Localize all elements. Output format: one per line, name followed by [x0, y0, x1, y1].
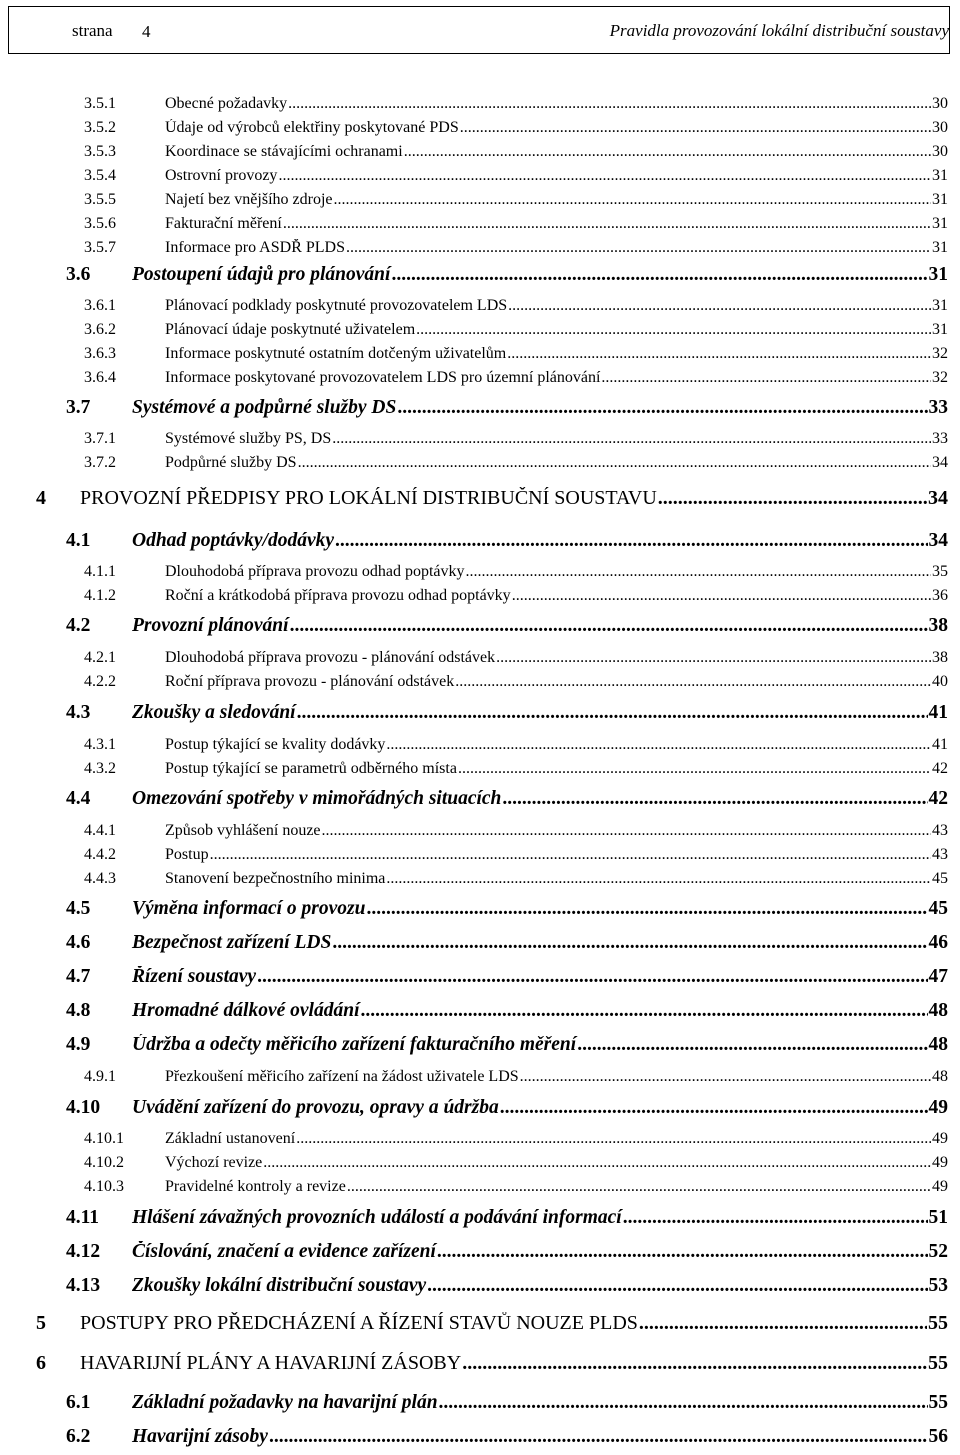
toc-entry-title: PROVOZNÍ PŘEDPISY PRO LOKÁLNÍ DISTRIBUČNÍ SOUSTAVU: [80, 487, 657, 509]
toc-leader-dots: [577, 1034, 927, 1056]
toc-leader-dots: [386, 736, 931, 754]
toc-entry-page: 51: [928, 1207, 948, 1228]
toc-entry-number: 3.5.1: [84, 95, 116, 112]
toc-entry-number: 3.6.1: [84, 297, 116, 314]
toc-entry-title: Postoupení údajů pro plánování: [132, 264, 391, 285]
toc-entry[interactable]: [84, 239, 948, 257]
toc-entry[interactable]: [84, 822, 948, 840]
toc-entry-title: Hlášení závažných provozních událostí a podávání informací: [132, 1207, 622, 1228]
toc-leader-dots: [290, 615, 928, 637]
toc-entry-title: Pravidelné kontroly a revize: [165, 1178, 346, 1195]
toc-entry-page: 36: [932, 587, 948, 604]
toc-entry-number: 4.2.2: [84, 673, 116, 690]
toc-entry[interactable]: [66, 966, 948, 988]
toc-entry-page: 42: [928, 788, 948, 809]
toc-entry-number: 4.13: [66, 1275, 101, 1296]
toc-leader-dots: [397, 397, 927, 419]
toc-entry-title: Uvádění zařízení do provozu, opravy a údržba: [132, 1097, 499, 1118]
toc-entry[interactable]: [84, 846, 948, 864]
toc-entry-title: Informace poskytnuté ostatním dotčeným uživatelům: [165, 345, 507, 362]
toc-entry-page: 31: [932, 239, 948, 256]
toc-entry-title: Základní ustanovení: [165, 1130, 296, 1147]
toc-entry-title: Číslování, značení a evidence zařízení: [132, 1241, 436, 1262]
toc-entry[interactable]: [84, 673, 948, 691]
toc-entry[interactable]: [66, 932, 948, 954]
toc-leader-dots: [496, 649, 931, 667]
toc-leader-dots: [332, 430, 931, 448]
toc-entry[interactable]: [84, 870, 948, 888]
toc-entry-number: 4.7: [66, 966, 91, 987]
toc-entry-page: 33: [928, 397, 948, 418]
toc-entry-title: POSTUPY PRO PŘEDCHÁZENÍ A ŘÍZENÍ STAVŮ NOUZE PLDS: [80, 1312, 638, 1334]
toc-leader-dots: [512, 587, 931, 605]
toc-entry[interactable]: [84, 143, 948, 161]
toc-entry[interactable]: [84, 1068, 948, 1086]
toc-leader-dots: [455, 673, 931, 691]
toc-entry[interactable]: [84, 1154, 948, 1172]
toc-entry-number: 3.5.6: [84, 215, 116, 232]
toc-entry-page: 45: [932, 870, 948, 887]
toc-entry-title: Informace pro ASDŘ PLDS: [165, 239, 345, 256]
toc-leader-dots: [334, 191, 932, 209]
toc-entry-number: 3.6: [66, 264, 91, 285]
toc-entry-title: Fakturační měření: [165, 215, 282, 232]
toc-entry-page: 34: [932, 454, 948, 471]
toc-entry-number: 4.1.1: [84, 563, 116, 580]
toc-entry-title: Dlouhodobá příprava provozu odhad poptávky: [165, 563, 465, 580]
toc-leader-dots: [502, 788, 927, 810]
toc-entry-number: 4.9: [66, 1034, 91, 1055]
toc-entry[interactable]: [84, 215, 948, 233]
toc-entry-page: 30: [932, 143, 948, 160]
toc-entry[interactable]: [84, 760, 948, 778]
toc-entry[interactable]: [66, 397, 948, 419]
toc-entry-title: Plánovací podklady poskytnuté provozovatelem LDS: [165, 297, 508, 314]
toc-entry-number: 4.2: [66, 615, 91, 636]
toc-entry[interactable]: [66, 1097, 948, 1119]
toc-entry-page: 31: [928, 264, 948, 285]
toc-entry[interactable]: [84, 736, 948, 754]
toc-entry[interactable]: [84, 1178, 948, 1196]
toc-leader-dots: [296, 1130, 931, 1148]
toc-entry-number: 4.11: [66, 1207, 100, 1228]
toc-entry-title: Systémové a podpůrné služby DS: [132, 397, 397, 418]
toc-entry-title: Hromadné dálkové ovládání: [132, 1000, 360, 1021]
toc-entry-page: 33: [932, 430, 948, 447]
toc-entry-page: 56: [928, 1426, 948, 1447]
toc-entry-page: 55: [928, 1312, 948, 1334]
toc-entry[interactable]: [84, 345, 948, 363]
toc-leader-dots: [404, 143, 931, 161]
toc-leader-dots: [508, 297, 931, 315]
toc-entry-title: Řízení soustavy: [132, 966, 257, 987]
toc-entry-number: 4.5: [66, 898, 91, 919]
toc-entry-title: Výměna informací o provozu: [132, 898, 366, 919]
toc-entry[interactable]: [84, 95, 948, 113]
toc-entry-page: 43: [932, 846, 948, 863]
toc-entry-number: 3.5.4: [84, 167, 116, 184]
toc-leader-dots: [416, 321, 931, 339]
toc-leader-dots: [623, 1207, 928, 1229]
toc-leader-dots: [386, 870, 931, 888]
toc-entry[interactable]: [84, 430, 948, 448]
toc-entry-page: 55: [928, 1392, 948, 1413]
toc-entry-title: Dlouhodobá příprava provozu - plánování odstávek: [165, 649, 496, 666]
toc-entry-number: 3.5.7: [84, 239, 116, 256]
toc-entry[interactable]: [36, 487, 948, 510]
toc-leader-dots: [465, 563, 931, 581]
toc-entry-title: Systémové služby PS, DS: [165, 430, 332, 447]
toc-leader-dots: [283, 215, 931, 233]
toc-entry-number: 4.1.2: [84, 587, 116, 604]
toc-entry-page: 31: [932, 215, 948, 232]
toc-entry-number: 4.9.1: [84, 1068, 116, 1085]
header-page-label: strana: [72, 21, 113, 40]
toc-entry[interactable]: [66, 264, 948, 286]
toc-leader-dots: [297, 702, 928, 724]
toc-entry-number: 4.4: [66, 788, 91, 809]
toc-entry-number: 3.6.3: [84, 345, 116, 362]
toc-entry-number: 4.10.3: [84, 1178, 124, 1195]
toc-entry-page: 32: [932, 369, 948, 386]
toc-entry[interactable]: [84, 297, 948, 315]
toc-entry[interactable]: [66, 702, 948, 724]
toc-entry-number: 3.6.2: [84, 321, 116, 338]
toc-entry-number: 4.10.1: [84, 1130, 124, 1147]
toc-entry-page: 34: [928, 530, 948, 551]
toc-entry-number: 4.12: [66, 1241, 101, 1262]
toc-leader-dots: [263, 1154, 931, 1172]
toc-entry-number: 4.4.1: [84, 822, 116, 839]
toc-entry[interactable]: [66, 1207, 948, 1229]
toc-entry[interactable]: [66, 1000, 948, 1022]
toc-entry[interactable]: [66, 615, 948, 637]
toc-entry-title: Zkoušky lokální distribuční soustavy: [132, 1275, 427, 1296]
toc-entry-number: 3.7: [66, 397, 91, 418]
toc-entry-page: 49: [932, 1154, 948, 1171]
toc-entry[interactable]: [84, 167, 948, 185]
toc-entry[interactable]: [84, 563, 948, 581]
toc-leader-dots: [332, 932, 927, 954]
toc-leader-dots: [462, 1352, 927, 1375]
toc-entry-page: 47: [928, 966, 948, 987]
toc-entry-number: 4: [36, 487, 46, 509]
toc-entry-title: Havarijní zásoby: [132, 1426, 268, 1447]
toc-entry-title: Obecné požadavky: [165, 95, 288, 112]
toc-entry-title: Zkoušky a sledování: [132, 702, 296, 723]
toc-entry-page: 41: [932, 736, 948, 753]
toc-leader-dots: [366, 898, 927, 920]
toc-entry-title: Přezkoušení měřicího zařízení na žádost uživatele LDS: [165, 1068, 519, 1085]
toc-entry-page: 49: [932, 1178, 948, 1195]
toc-entry[interactable]: [84, 321, 948, 339]
toc-entry-page: 30: [932, 119, 948, 136]
toc-leader-dots: [639, 1312, 927, 1335]
toc-entry-title: Stanovení bezpečnostního minima: [165, 870, 386, 887]
toc-entry-title: Informace poskytované provozovatelem LDS pro územní plánování: [165, 369, 601, 386]
toc-leader-dots: [391, 264, 927, 286]
toc-leader-dots: [439, 1392, 928, 1414]
toc-entry-number: 6.1: [66, 1392, 91, 1413]
toc-entry-page: 41: [928, 702, 948, 723]
toc-entry-page: 31: [932, 321, 948, 338]
toc-entry-title: Údaje od výrobců elektřiny poskytované PDS: [165, 119, 459, 136]
toc-entry-number: 4.10.2: [84, 1154, 124, 1171]
toc-leader-dots: [346, 239, 931, 257]
toc-leader-dots: [322, 822, 931, 840]
toc-entry-title: HAVARIJNÍ PLÁNY A HAVARIJNÍ ZÁSOBY: [80, 1352, 462, 1374]
toc-entry-page: 49: [928, 1097, 948, 1118]
toc-leader-dots: [298, 454, 931, 472]
toc-entry[interactable]: [84, 649, 948, 667]
toc-entry-page: 42: [932, 760, 948, 777]
toc-entry-title: Bezpečnost zařízení LDS: [132, 932, 332, 953]
toc-entry-number: 4.3: [66, 702, 91, 723]
toc-entry-page: 31: [932, 191, 948, 208]
toc-entry-title: Roční příprava provozu - plánování odstávek: [165, 673, 455, 690]
toc-entry-title: Odhad poptávky/dodávky: [132, 530, 335, 551]
toc-entry[interactable]: [66, 1426, 948, 1448]
toc-leader-dots: [500, 1097, 928, 1119]
toc-entry-number: 3.5.2: [84, 119, 116, 136]
toc-leader-dots: [257, 966, 927, 988]
toc-leader-dots: [288, 95, 931, 113]
toc-entry-page: 48: [928, 1000, 948, 1021]
toc-entry-number: 4.2.1: [84, 649, 116, 666]
toc-leader-dots: [458, 760, 931, 778]
toc-entry-title: Koordinace se stávajícími ochranami: [165, 143, 403, 160]
toc-entry-title: Základní požadavky na havarijní plán: [132, 1392, 438, 1413]
toc-entry-page: 38: [932, 649, 948, 666]
toc-entry-title: Ostrovní provozy: [165, 167, 278, 184]
toc-entry-page: 38: [928, 615, 948, 636]
toc-entry-page: 43: [932, 822, 948, 839]
toc-entry[interactable]: [36, 1312, 948, 1335]
toc-entry-number: 3.5.5: [84, 191, 116, 208]
toc-leader-dots: [601, 369, 931, 387]
toc-entry-page: 34: [928, 487, 948, 509]
toc-leader-dots: [437, 1241, 928, 1263]
toc-entry[interactable]: [84, 587, 948, 605]
header-page-number: 4: [142, 22, 151, 41]
toc-leader-dots: [520, 1068, 931, 1086]
toc-entry-number: 4.3.2: [84, 760, 116, 777]
toc-leader-dots: [507, 345, 931, 363]
toc-entry-title: Podpůrné služby DS: [165, 454, 297, 471]
toc-entry-number: 3.5.3: [84, 143, 116, 160]
toc-entry[interactable]: [66, 1275, 948, 1297]
toc-entry[interactable]: [66, 788, 948, 810]
toc-entry-number: 6.2: [66, 1426, 91, 1447]
toc-entry-title: Provozní plánování: [132, 615, 289, 636]
toc-entry-page: 48: [932, 1068, 948, 1085]
toc-entry-title: Najetí bez vnějšího zdroje: [165, 191, 333, 208]
toc-entry-number: 3.7.2: [84, 454, 116, 471]
toc-leader-dots: [460, 119, 931, 137]
toc-entry-number: 5: [36, 1312, 46, 1334]
header-document-title: Pravidla provozování lokální distribuční soustavy: [609, 21, 949, 40]
toc-entry[interactable]: [66, 1241, 948, 1263]
toc-entry[interactable]: [84, 369, 948, 387]
toc-entry-page: 40: [932, 673, 948, 690]
toc-entry[interactable]: [84, 191, 948, 209]
toc-leader-dots: [278, 167, 931, 185]
toc-entry-number: 3.7.1: [84, 430, 116, 447]
toc-entry-page: 31: [932, 167, 948, 184]
toc-entry-number: 4.4.3: [84, 870, 116, 887]
toc-leader-dots: [269, 1426, 928, 1448]
toc-entry-title: Údržba a odečty měřicího zařízení fakturačního měření: [132, 1034, 577, 1055]
toc-entry-title: Postup: [165, 846, 209, 863]
toc-leader-dots: [361, 1000, 928, 1022]
toc-entry[interactable]: [36, 1352, 948, 1375]
toc-entry[interactable]: [84, 454, 948, 472]
toc-entry-page: 55: [928, 1352, 948, 1374]
toc-entry-title: Omezování spotřeby v mimořádných situacích: [132, 788, 502, 809]
toc-entry-page: 46: [928, 932, 948, 953]
toc-leader-dots: [347, 1178, 931, 1196]
toc-entry-number: 6: [36, 1352, 46, 1374]
toc-entry[interactable]: [66, 898, 948, 920]
toc-leader-dots: [427, 1275, 927, 1297]
toc-leader-dots: [658, 487, 927, 510]
toc-entry-page: 35: [932, 563, 948, 580]
toc-entry-title: Výchozí revize: [165, 1154, 263, 1171]
toc-entry[interactable]: [66, 1392, 948, 1414]
toc-entry[interactable]: [84, 119, 948, 137]
toc-entry-title: Roční a krátkodobá příprava provozu odhad poptávky: [165, 587, 511, 604]
toc-entry-number: 4.1: [66, 530, 91, 551]
toc-entry-title: Plánovací údaje poskytnuté uživatelem: [165, 321, 416, 338]
toc-entry-title: Způsob vyhlášení nouze: [165, 822, 321, 839]
toc-entry-number: 4.8: [66, 1000, 91, 1021]
toc-entry-title: Postup týkající se parametrů odběrného místa: [165, 760, 457, 777]
toc-entry[interactable]: [66, 1034, 948, 1056]
toc-leader-dots: [335, 530, 927, 552]
toc-entry-page: 53: [928, 1275, 948, 1296]
toc-entry-page: 52: [928, 1241, 948, 1262]
toc-entry-number: 4.6: [66, 932, 91, 953]
toc-leader-dots: [210, 846, 931, 864]
toc-entry-page: 31: [932, 297, 948, 314]
toc-entry[interactable]: [66, 530, 948, 552]
toc-entry-page: 32: [932, 345, 948, 362]
toc-entry-number: 4.3.1: [84, 736, 116, 753]
toc-entry-title: Postup týkající se kvality dodávky: [165, 736, 386, 753]
toc-entry-page: 45: [928, 898, 948, 919]
toc-entry-number: 3.6.4: [84, 369, 116, 386]
toc-entry-number: 4.10: [66, 1097, 101, 1118]
toc-entry-page: 49: [932, 1130, 948, 1147]
toc-entry-page: 48: [928, 1034, 948, 1055]
toc-entry[interactable]: [84, 1130, 948, 1148]
toc-entry-page: 30: [932, 95, 948, 112]
toc-entry-number: 4.4.2: [84, 846, 116, 863]
